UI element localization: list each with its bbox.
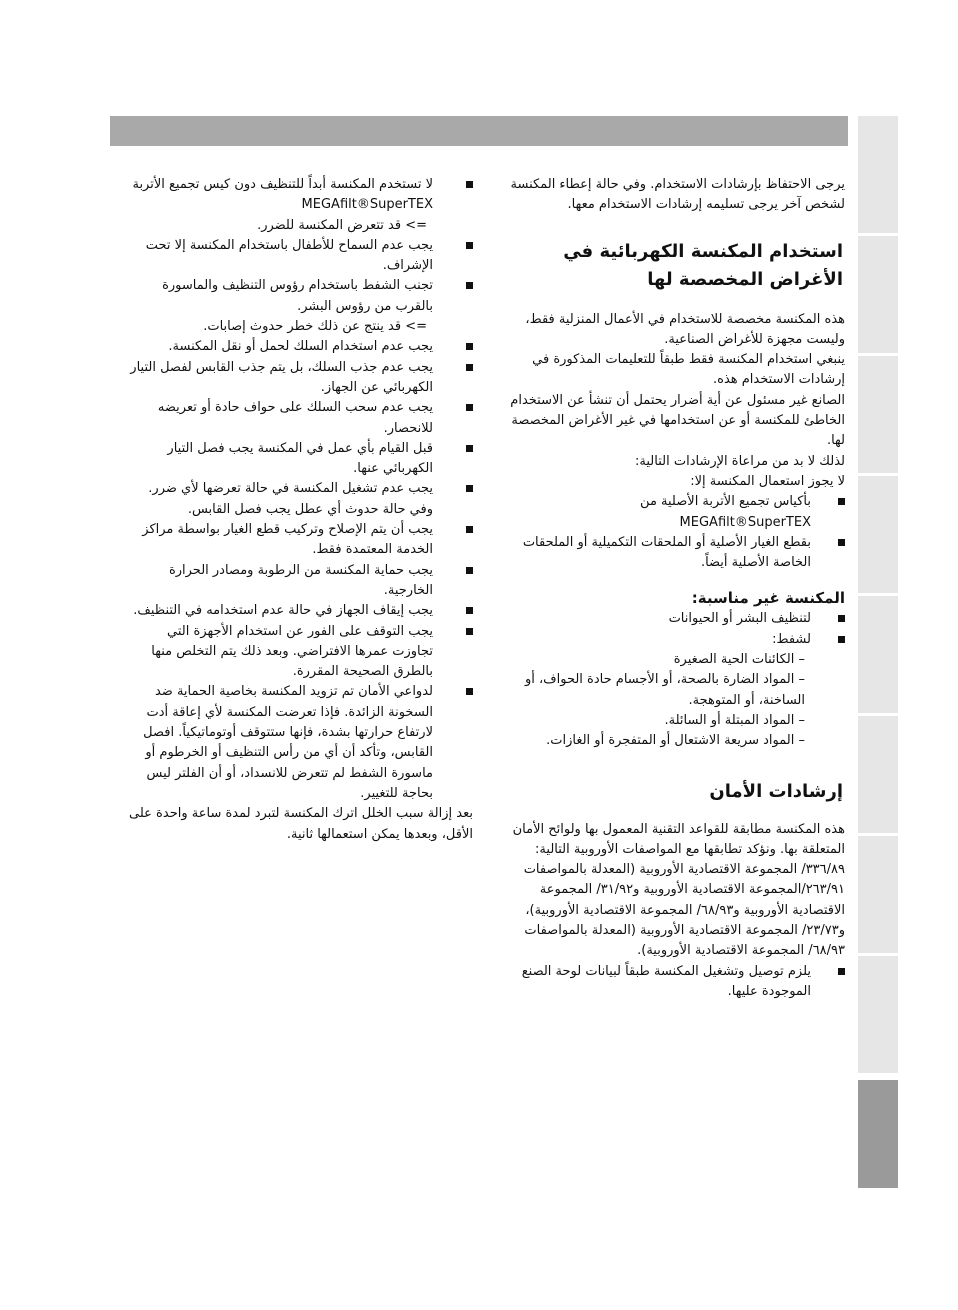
bullet-icon	[466, 607, 473, 614]
bullet-icon	[466, 282, 473, 289]
side-tab	[858, 116, 898, 233]
bullet-icon	[838, 636, 845, 643]
bullet-icon	[466, 567, 473, 574]
bullet-icon	[838, 498, 845, 505]
list-item: يلزم توصيل وتشغيل المكنسة طبقاً لبيانات لوحة الصنع الموجودة عليها.	[505, 962, 845, 1003]
side-tab	[858, 356, 898, 473]
list-item: يجب عدم السماح للأطفال باستخدام المكنسة إلا تحت الإشراف.	[128, 236, 473, 277]
bullet-list	[505, 962, 845, 1003]
side-tab	[858, 716, 898, 833]
section-title-unsuitable: المكنسة غير مناسبة:	[691, 589, 845, 608]
bullet-icon	[466, 181, 473, 188]
list-item: بقطع الغيار الأصلية أو الملحقات التكميلية أو الملحقات الخاصة الأصلية أيضاً.	[505, 533, 845, 574]
bullet-icon	[466, 688, 473, 695]
dash-item: – المواد المبتلة أو السائلة.	[664, 712, 805, 728]
paragraph: ينبغي استخدام المكنسة فقط طبقاً للتعليمات المذكورة في إرشادات الاستخدام هذه.	[532, 352, 845, 388]
bullet-icon	[838, 968, 845, 975]
dash-item: – المواد سريعة الاشتعال أو المتفجرة أو الغازات.	[546, 733, 805, 749]
bullet-icon	[466, 526, 473, 533]
dash-item: – المواد الضارة بالصحة، أو الأجسام حادة الحواف، أو الساخنة، أو المتوهجة.	[524, 672, 805, 708]
list-item: يجب التوقف على الفور عن استخدام الأجهزة التي تجاوزت عمرها الافتراضي. وبعد ذلك يتم التخلص منها بالطرق الصحيحة المقررة.	[128, 622, 473, 683]
list-item: قبل القيام بأي عمل في المكنسة يجب فصل التيار الكهربائي عنها.	[128, 439, 473, 480]
list-item: يجب عدم سحب السلك على حواف حادة أو تعريضه للانحصار.	[128, 398, 473, 439]
side-tab-active	[858, 1080, 898, 1188]
list-item: يجب عدم تشغيل المكنسة في حالة تعرضها لأي ضرر. وفي حالة حدوث أي عطل يجب فصل القابس.	[128, 479, 473, 520]
bullet-icon	[466, 242, 473, 249]
list-item: يجب أن يتم الإصلاح وتركيب قطع الغيار بواسطة مراكز الخدمة المعتمدة فقط.	[128, 520, 473, 561]
list-item: يجب عدم جذب السلك، بل يتم جذب القابس لفصل التيار الكهربائي عن الجهاز.	[128, 358, 473, 399]
paragraph: الصانع غير مسئول عن أية أضرار يحتمل أن تنشأ عن الاستخدام الخاطئ للمكنسة أو عن استخدامها في غير الأغراض المخصصة لها.	[510, 392, 845, 449]
paragraph: لا يجوز استعمال المكنسة إلا:	[690, 473, 845, 489]
list-item: تجنب الشفط باستخدام رؤوس التنظيف والماسورة بالقرب من رؤوس البشر.	[128, 276, 473, 317]
intro-paragraph: يرجى الاحتفاظ بإرشادات الاستخدام. وفي حالة إعطاء المكنسة لشخص آخر يرجى تسليمه إرشادات الاستخدام معها.	[510, 177, 845, 213]
list-item: يجب عدم استخدام السلك لحمل أو نقل المكنسة.	[128, 337, 473, 357]
bullet-icon	[466, 628, 473, 635]
section-title-safety: إرشادات الأمان	[709, 780, 843, 802]
list-item: لا تستخدم المكنسة أبداً للتنظيف دون كيس تجميع الأتربة MEGAfilt®SuperTEX	[128, 175, 473, 216]
list-item: لشفط:	[505, 630, 845, 650]
paragraph: لذلك لا بد من مراعاة الإرشادات التالية:	[635, 453, 845, 469]
bullet-icon	[466, 445, 473, 452]
list-item: يجب حماية المكنسة من الرطوبة ومصادر الحرارة الخارجية.	[128, 561, 473, 602]
bullet-icon	[466, 364, 473, 371]
bullet-icon	[838, 539, 845, 546]
note: => قد تتعرض المكنسة للضرر.	[257, 217, 427, 233]
paragraph: هذه المكنسة مخصصة للاستخدام في الأعمال المنزلية فقط، وليست مجهزة للأغراض الصناعية.	[525, 311, 845, 347]
dash-item: – الكائنات الحية الصغيرة	[673, 652, 805, 668]
bullet-icon	[466, 485, 473, 492]
list-item: يجب إيقاف الجهاز في حالة عدم استخدامه في التنظيف.	[128, 601, 473, 621]
side-tab	[858, 596, 898, 713]
bullet-icon	[838, 615, 845, 622]
header-bar	[110, 116, 848, 146]
left-column	[128, 175, 473, 845]
bullet-list	[128, 236, 473, 317]
bullet-icon	[466, 404, 473, 411]
bullet-list	[505, 609, 845, 650]
bullet-list	[505, 492, 845, 573]
bullet-icon	[466, 343, 473, 350]
paragraph: بعد إزالة سبب الخلل اترك المكنسة لتبرد لمدة ساعة واحدة على الأقل، وبعدها يمكن استعمالها ثانية.	[129, 806, 473, 842]
side-tab	[858, 956, 898, 1073]
side-tab	[858, 836, 898, 953]
list-item: بأكياس تجميع الأتربة الأصلية من MEGAfilt®SuperTEX	[505, 492, 845, 533]
side-tab	[858, 236, 898, 353]
right-column	[505, 175, 845, 1002]
side-tabs	[858, 116, 898, 1076]
side-tab	[858, 476, 898, 593]
list-item: لتنظيف البشر أو الحيوانات	[505, 609, 845, 629]
note: => قد ينتج عن ذلك خطر حدوث إصابات.	[203, 319, 427, 335]
list-item: لدواعي الأمان تم تزويد المكنسة بخاصية الحماية ضد السخونة الزائدة. فإذا تعرضت المكنسة لأي إعاقة أدت لارتفاع حرارتها بشدة، فإنها ستتوقف أوتوماتيكياً. افصل القابس، وتأكد أن أي من رأس التنظيف أو الخرطوم أو ماسورة الشفط لم تتعرض للانسداد، أو أن الفلتر ليس بحاجة للتغيير.	[128, 682, 473, 804]
section-title-intended-use: استخدام المكنسة الكهربائية في الأغراض المخصصة لها	[563, 240, 843, 290]
paragraph: هذه المكنسة مطابقة للقواعد التقنية المعمول بها ولوائح الأمان المتعلقة بها. ونؤكد تطابقها مع المواصفات الأوروبية التالية: ٣٣٦/٨٩/ المجموعة الاقتصادية الأوروبية (المعدلة بالمواصفات ٢٦٣/٩١/المجموعة الاقتصادية الأوروبية و٣١/٩٢/ المجموعة الاقتصادية الأوروبية و٦٨/٩٣/ المجموعة الاقتصادية الأوروبية)، و٢٣/٧٣/ المجموعة الاقتصادية الأوروبية (المعدلة بالمواصفات ٦٨/٩٣/ المجموعة الاقتصادية الأوروبية).	[512, 821, 845, 959]
bullet-list	[128, 175, 473, 216]
bullet-list	[128, 337, 473, 804]
